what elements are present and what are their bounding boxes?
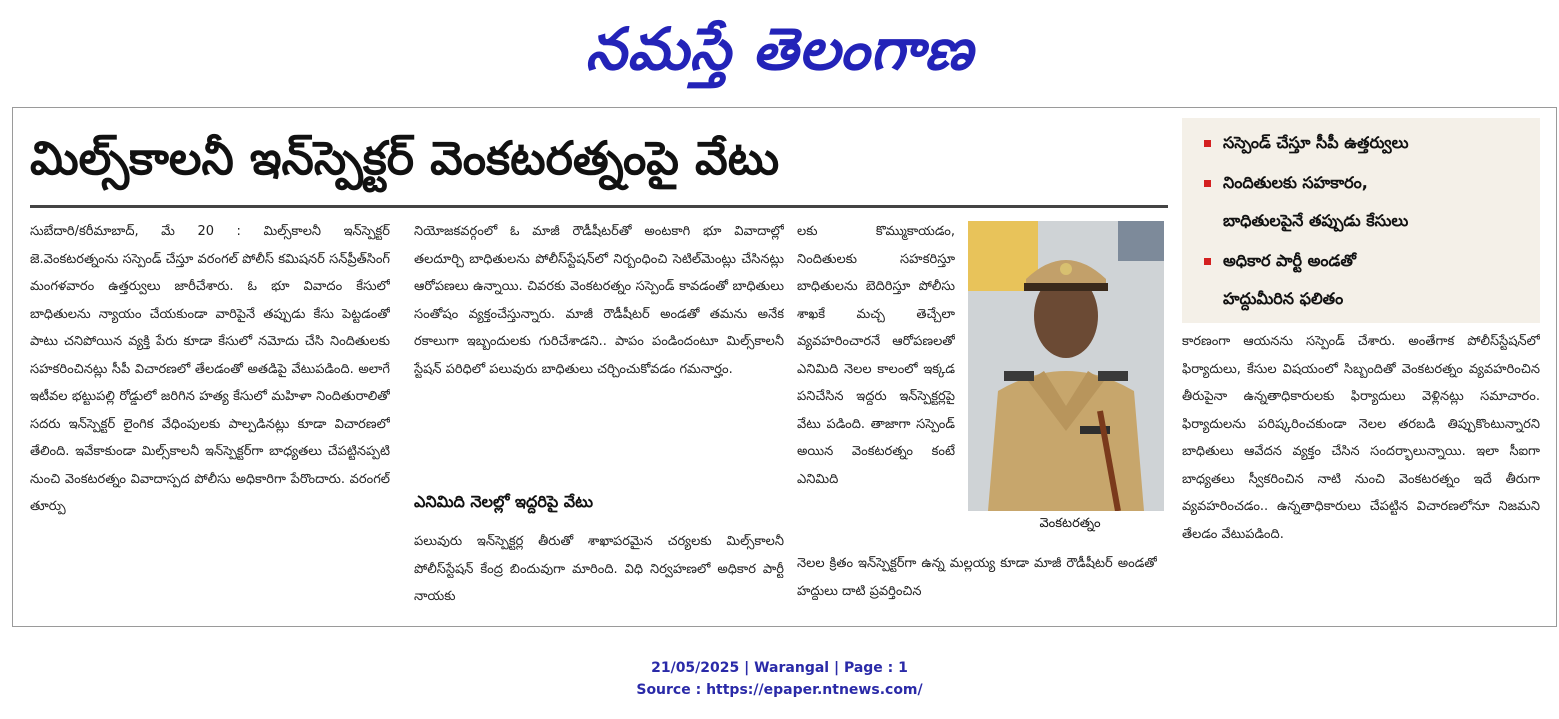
highlight-text: నిందితులకు సహకారం, (1223, 173, 1368, 192)
officer-portrait-icon (968, 221, 1164, 511)
article-headline: మిల్స్‌కాలనీ ఇన్‌స్పెక్టర్ వెంకటరత్నంపై వేటు (30, 131, 780, 185)
article-column-2-top (414, 218, 784, 474)
highlights-box (1182, 118, 1540, 323)
highlight-item (1182, 124, 1540, 162)
masthead (0, 4, 1559, 94)
bullet-square-icon (1204, 180, 1211, 187)
footer-source-link[interactable]: Source : https://epaper.ntnews.com/ (636, 682, 923, 698)
highlight-text: సస్పెండ్ చేస్తూ సీపీ ఉత్తర్వులు (1223, 133, 1409, 152)
photo-caption: వెంకటరత్నం (1039, 516, 1101, 531)
bullet-square-icon (1204, 258, 1211, 265)
article-column-2-bottom (414, 528, 784, 614)
footer-date-edition: 21/05/2025 | Warangal | Page : 1 (651, 660, 908, 676)
highlight-text: అధికార పార్టీ అండతో (1223, 251, 1356, 270)
column-1-paragraph: సుబేదారి/కరీమాబాద్, మే 20 : మిల్స్‌కాలనీ ఇన్‌స్పెక్టర్ జె.వెంకటరత్నంను సస్పెండ్ చేస్తూ వరంగల్ పోలీస్ కమిషనర్ సన్‌ప్రీత్‌సింగ్ మంగళవారం ఉత్తర్వులు జారీచేశారు. ఓ భూ వివాదం కేసులో బాధితులను న్యాయం చేయకుండా వారిపైనే తప్పుడు కేసు పెట్టడంతో పాటు చనిపోయిన వ్యక్తి పేరు కూడా కేసులో నమోదు చేసి నిందితులకు సహకరించినట్లు సీపీ విచారణలో తేలడంతో అతడిపై వేటుపడింది. అలాగే ఇటీవల భట్టుపల్లి రోడ్డులో జరిగిన హత్య కేసులో మహిళా నిందితురాలితో సదరు ఇన్‌స్పెక్టర్ లైంగిక వేధింపులకు పాల్పడినట్లు కూడా విచారణలో తేలింది. ఇవేకాకుండా మిల్స్‌కాలనీ ఇన్‌స్పెక్టర్‌గా బాధ్యతలు చేపట్టినప్పటి నుంచి వెంకటరత్నం వివాదాస్పద పోలీసు అధికారిగా పేరొందారు. వరంగల్ తూర్పు (30, 224, 390, 514)
bullet-square-icon (1204, 140, 1211, 147)
highlight-item (1182, 242, 1540, 280)
highlight-text-continuation: హద్దుమీరిన ఫలితం (1223, 289, 1344, 308)
headline-rule (30, 205, 1168, 208)
column-3-continuation: నెలల క్రితం ఇన్‌స్పెక్టర్‌గా ఉన్న మల్లయ్య కూడా మాజీ రౌడీషీటర్ అండతో హద్దులు దాటి ప్రవర్తించిన (797, 556, 1157, 599)
column-4-paragraph: కారణంగా ఆయనను సస్పెండ్ చేశారు. అంతేగాక పోలీస్‌స్టేషన్‌లో ఫిర్యాదులు, కేసుల విషయంలో సిబ్బందితో వెంకటరత్నం వ్యవహరించిన తీరుపైనా ఉన్నతాధికారులకు ఫిర్యాదులు వెళ్లినట్లు సమాచారం. ఫిర్యాదులను పరిష్కరించకుండా నెలల తరబడి తిప్పుకొంటున్నారని బాధితులు ఆవేదన వ్యక్తం చేసిన సందర్భాలున్నాయి. ఇలా సీఐగా బాధ్యతలు స్వీకరించిన నాటి నుంచి వెంకటరత్నం ఇదే తీరుగా వ్యవహరించడం.. ఉన్నతాధికారులు చేపట్టిన విచారణలోనూ నిజమని తేలడం వేటుపడింది. (1182, 334, 1540, 542)
highlight-item (1182, 164, 1540, 202)
highlight-text-continuation: బాధితులపైనే తప్పుడు కేసులు (1223, 211, 1409, 230)
article-subheading: ఎనిమిది నెలల్లో ఇద్దరిపై వేటు (414, 492, 594, 511)
article-column-1 (30, 218, 390, 614)
column-3-paragraph: లకు కొమ్ముకాయడం, నిందితులకు సహకరిస్తూ బాధితులను బెదిరిస్తూ పోలీసు శాఖకే మచ్చ తెచ్చేలా వ్యవహరించారనే ఆరోపణలతో ఎనిమిది నెలల కాలంలో ఇక్కడ పనిచేసిన ఇద్దరు ఇన్‌స్పెక్టర్లపై వేటు పడింది. తాజాగా సస్పెండ్ అయిన వెంకటరత్నం కంటే ఎనిమిది (797, 224, 955, 487)
article-column-4 (1182, 328, 1540, 614)
inspector-photo (968, 221, 1164, 511)
masthead-logo-text: నమస్తే తెలంగాణ (585, 15, 974, 83)
column-2-continuation: పలువురు ఇన్‌స్పెక్టర్ల తీరుతో శాఖాపరమైన చర్యలకు మిల్స్‌కాలనీ పోలీస్‌స్టేషన్ కేంద్ర బిందువుగా మారింది. విధి నిర్వహణలో అధికార పార్టీ నాయకు (414, 534, 784, 604)
article-column-3-top (797, 218, 955, 548)
article-column-3-bottom (797, 550, 1157, 614)
column-2-paragraph: నియోజకవర్గంలో ఓ మాజీ రౌడీషీటర్‌తో అంటకాగి భూ వివాదాల్లో తలదూర్చి బాధితులను పోలీస్‌స్టేషన్‌లో నిర్బంధించి సెటిల్‌మెంట్లు చేసినట్లు ఆరోపణలు ఉన్నాయి. చివరకు వెంకటరత్నం సస్పెండ్ కావడంతో బాధితులు సంతోషం వ్యక్తంచేస్తున్నారు. మాజీ రౌడీషీటర్ అండతో తమను అనేక రకాలుగా ఇబ్బందులకు గురిచేశాడని.. పాపం పండిందంటూ మిల్స్‌కాలనీ స్టేషన్ పరిధిలో పలువురు బాధితులు చర్చించుకోవడం గమనార్హం. (414, 224, 784, 377)
